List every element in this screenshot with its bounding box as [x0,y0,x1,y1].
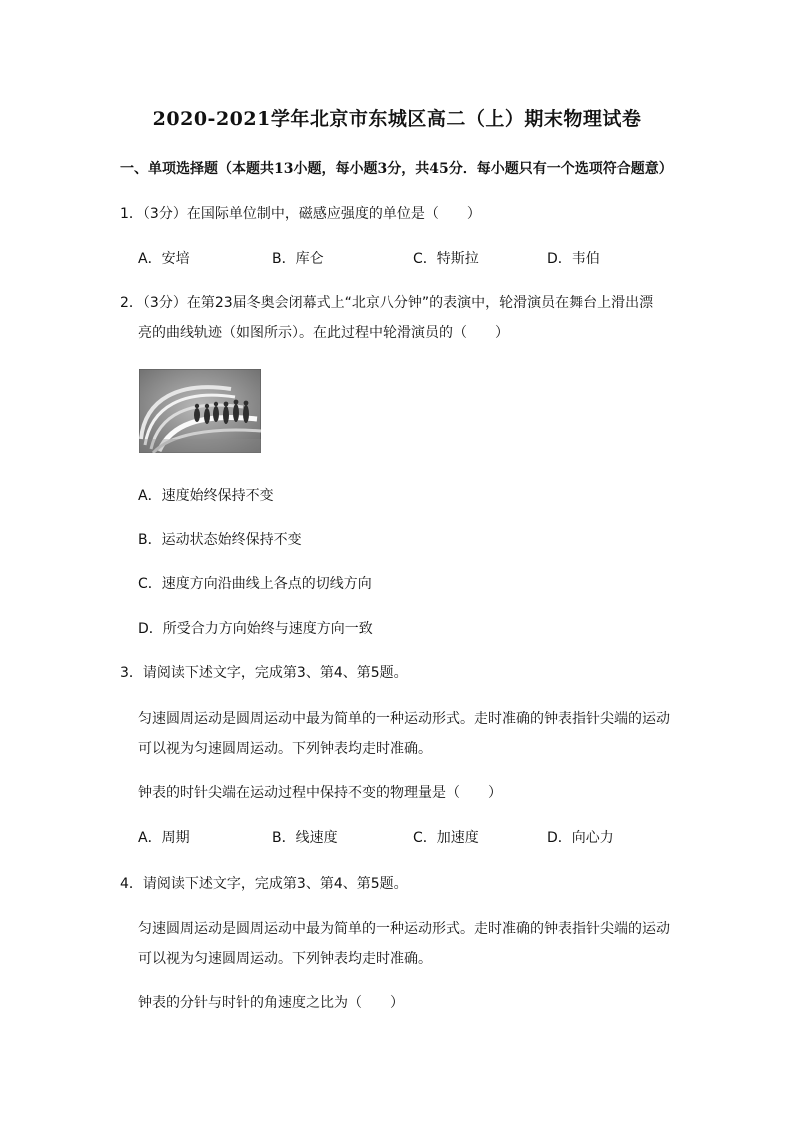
question-1-option-c: C．特斯拉 [413,251,479,267]
question-4-passage-line-1: 匀速圆周运动是圆周运动中最为简单的一种运动形式。走时准确的钟表指针尖端的运动 [138,921,670,937]
question-3-stem: 3．请阅读下述文字，完成第3、第4、第5题。 [120,665,408,681]
question-2-option-b: B．运动状态始终保持不变 [138,532,302,548]
question-3-passage-line-1: 匀速圆周运动是圆周运动中最为简单的一种运动形式。走时准确的钟表指针尖端的运动 [138,711,670,727]
question-3-option-c: C．加速度 [413,830,479,846]
question-3-option-b: B．线速度 [272,830,338,846]
question-3-option-a: A．周期 [138,830,190,846]
question-2-option-d: D．所受合力方向始终与速度方向一致 [138,621,373,637]
question-3-prompt: 钟表的时针尖端在运动过程中保持不变的物理量是（ ） [138,785,502,801]
roller-skating-photo [139,369,261,453]
question-1-option-d: D．韦伯 [547,251,600,267]
page-title: 2020-2021学年北京市东城区高二（上）期末物理试卷 [152,108,642,130]
question-1-stem: 1．（3分）在国际单位制中，磁感应强度的单位是（ ） [120,206,481,222]
section-heading: 一、单项选择题（本题共13小题，每小题3分，共45分．每小题只有一个选项符合题意） [120,161,673,177]
question-2-option-a: A．速度始终保持不变 [138,488,274,504]
question-4-prompt: 钟表的分针与时针的角速度之比为（ ） [138,995,404,1011]
question-1-option-b: B．库仑 [272,251,324,267]
question-2-option-c: C．速度方向沿曲线上各点的切线方向 [138,576,372,592]
question-4-stem: 4．请阅读下述文字，完成第3、第4、第5题。 [120,876,408,892]
question-4-passage-line-2: 可以视为匀速圆周运动。下列钟表均走时准确。 [138,951,432,967]
question-1-option-a: A．安培 [138,251,190,267]
question-3-option-d: D．向心力 [547,830,614,846]
question-2-stem-line-2: 亮的曲线轨迹（如图所示）。在此过程中轮滑演员的（ ） [138,325,509,341]
question-3-passage-line-2: 可以视为匀速圆周运动。下列钟表均走时准确。 [138,741,432,757]
question-2-stem-line-1: 2．（3分）在第23届冬奥会闭幕式上“北京八分钟”的表演中，轮滑演员在舞台上滑出漂 [120,295,654,311]
